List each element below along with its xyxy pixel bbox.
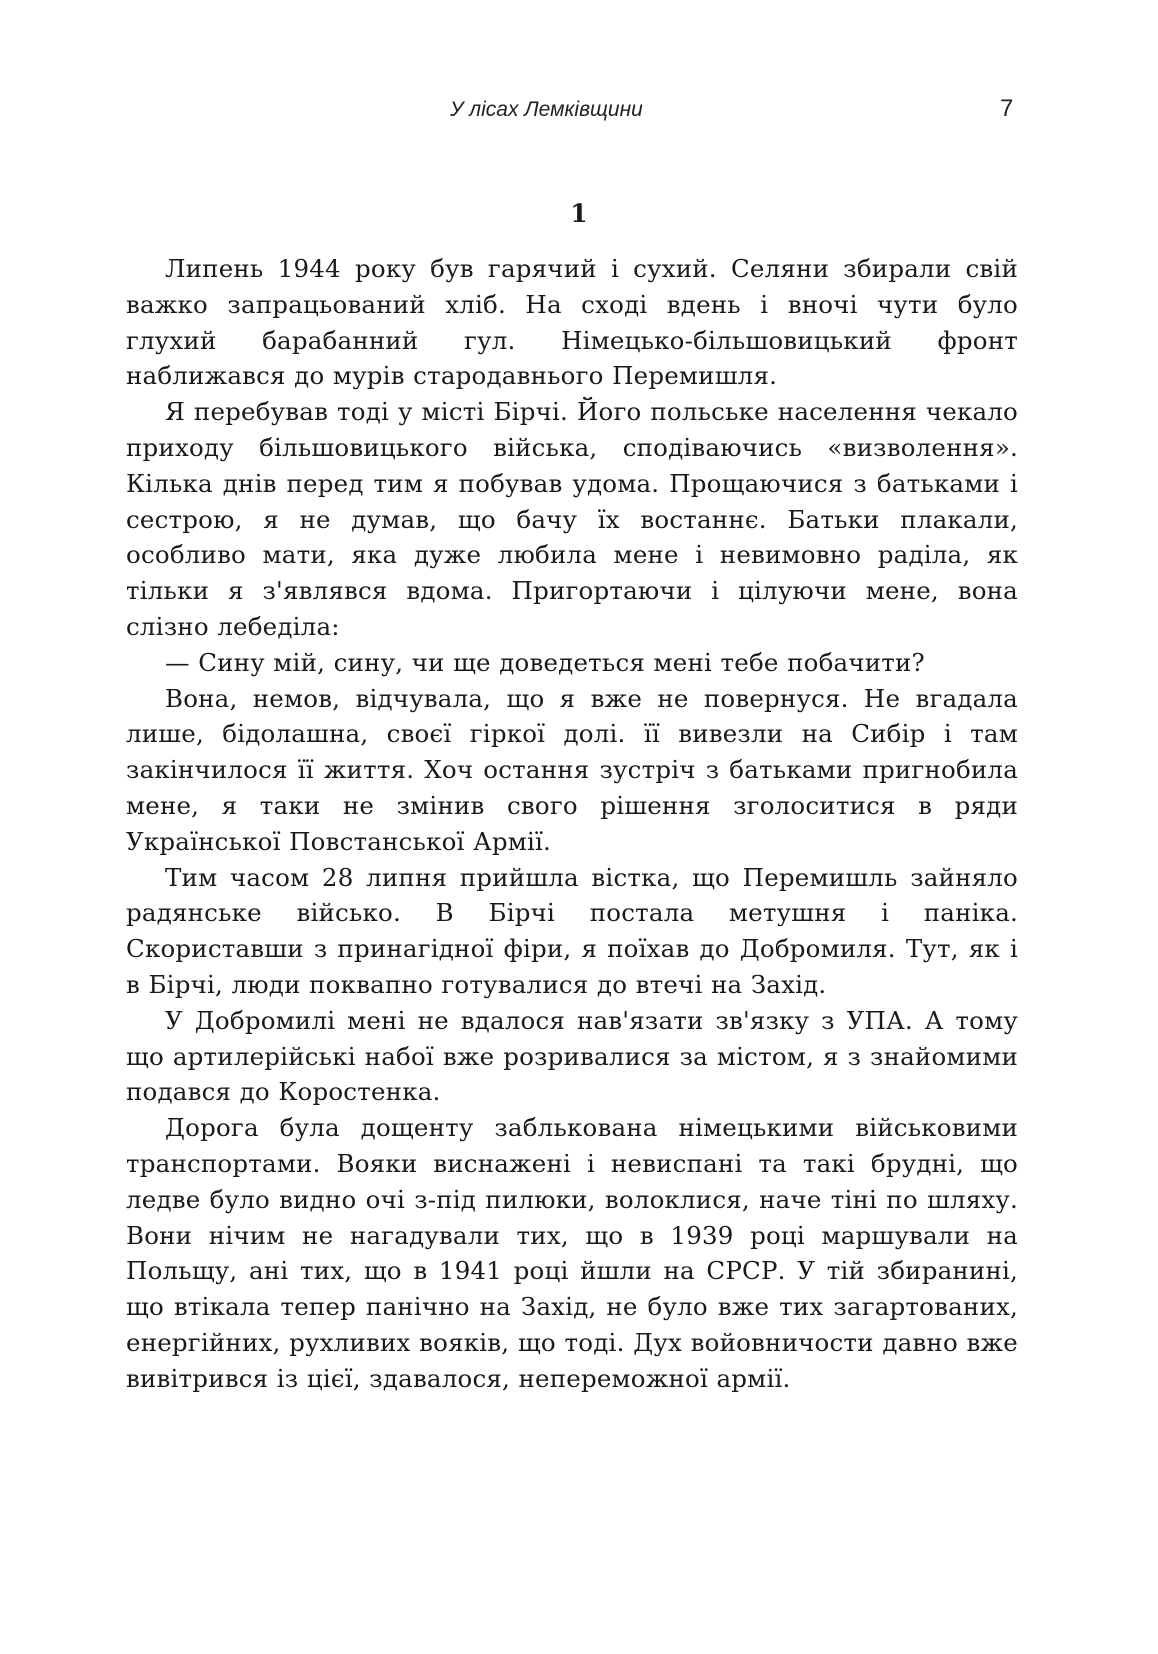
chapter-number: 1 [570, 199, 588, 228]
page-number: 7 [1000, 95, 1014, 122]
paragraph: Я перебував тоді у місті Бірчі. Його польське населення чекало приходу більшовицького війська, сподіваючись «визволення». Кілька днів перед тим я побував удома. Прощаючися з батьками і сестрою, я не думав, що бачу їх востаннє. Батьки плакали, особливо мати, яка дуже любила мене і невимовно раділа, як тільки я з'являвся вдома. Пригортаючи і цілуючи мене, вона слізно лебеділа: [126, 397, 1018, 641]
running-title: У лісах Лемківщини [450, 98, 643, 121]
body-text [126, 251, 1018, 1397]
paragraph: Дорога була дощенту заблькована німецькими військовими транспортами. Вояки виснажені і невиспані та такі брудні, що ледве було видно очі з-під пилюки, волоклися, наче тіні по шляху. Вони нічим не нагадували тих, що в 1939 році маршували на Польщу, ані тих, що в 1941 році йшли на СРСР. У тій збиранині, що втікала тепер панічно на Захід, не було вже тих загартованих, енергійних, рухливих вояків, що тоді. Дух войовничости давно вже вивітрився із цієї, здавалося, непереможної армії. [126, 1113, 1018, 1393]
paragraph: Тим часом 28 липня прийшла вістка, що Перемишль зайняло радянське військо. В Бірчі постала метушня і паніка. Скориставши з принагідної фіри, я поїхав до Добромиля. Тут, як і в Бірчі, люди поквапно готувалися до втечі на Захід. [126, 862, 1018, 999]
paragraph: У Добромилі мені не вдалося нав'язати зв'язку з УПА. А тому що артилерійські набої вже розривалися за містом, я з знайомими подався до Коростенка. [126, 1005, 1018, 1107]
paragraph: Липень 1944 року був гарячий і сухий. Селяни збирали свій важко запрацьований хліб. На сході вдень і вночі чути було глухий барабанний гул. Німецько-більшовицький фронт наближався до мурів стародавнього Перемишля. [126, 254, 1018, 391]
paragraph: — Сину мій, сину, чи ще доведеться мені тебе побачити? [165, 647, 925, 677]
paragraph: Вона, немов, відчувала, що я вже не повернуся. Не вгадала лише, бідолашна, своєї гіркої долі. її вивезли на Сибір і там закінчилося її життя. Хоч остання зустріч з батьками пригнобила мене, я таки не змінив свого рішення зголоситися в ряди Української Повстанської Армії. [126, 683, 1018, 856]
